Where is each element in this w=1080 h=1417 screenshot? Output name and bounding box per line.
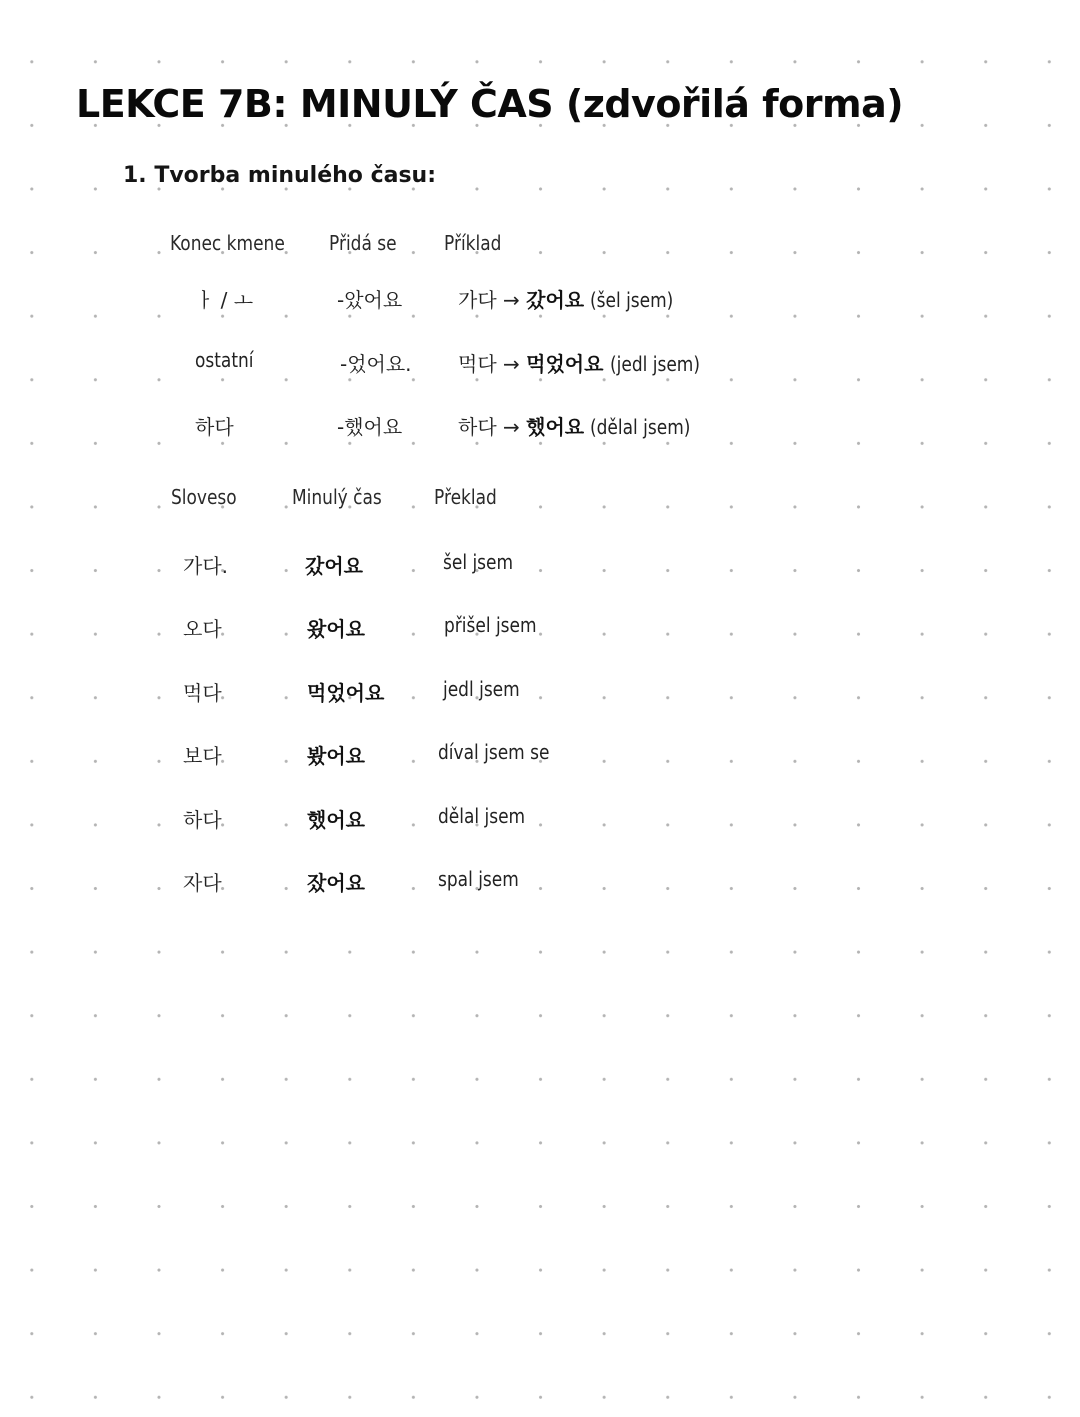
example-verb: 가다 [458,288,497,312]
suffix-cell: -았어요 [337,288,403,312]
past-tense-cell: 봤어요 [307,744,365,768]
translation-cell: dělal jsem [438,804,526,828]
past-tense-cell: 했어요 [307,808,365,832]
verb-cell: 보다 [183,744,222,768]
past-tense-cell: 먹었어요 [307,681,385,705]
column-header-stem-end: Konec kmene [170,231,285,255]
stem-end-cell: ㅏ / ㅗ [195,288,254,312]
past-tense-cell: 왔어요 [307,617,365,641]
verb-cell: 가다. [183,554,228,578]
example-cell [458,284,688,313]
translation-cell: spal jsem [438,867,519,891]
stem-end-cell: 하다 [195,415,234,439]
arrow-icon: → [503,352,520,376]
arrow-icon: → [503,415,520,439]
suffix-cell: -했어요 [337,415,403,439]
past-tense-cell: 갔어요 [305,554,363,578]
example-verb: 하다 [458,415,497,439]
example-translation: (jedl jsem) [609,352,700,376]
verb-cell: 먹다 [183,681,222,705]
verb-cell: 하다 [183,808,222,832]
example-cell [458,348,716,377]
section-heading: 1. Tvorba minulého času: [123,163,437,188]
column-header-past-tense: Minulý čas [292,485,382,509]
arrow-icon: → [503,288,520,312]
past-tense-cell: 잤어요 [307,871,365,895]
translation-cell: přišel jsem [444,613,537,637]
example-cell [458,411,709,440]
example-verb: 먹다 [458,352,497,376]
verb-cell: 오다 [183,617,222,641]
verb-cell: 자다 [183,871,222,895]
column-header-translation: Překlad [434,485,497,509]
stem-end-cell: ostatní [195,348,254,372]
translation-cell: díval jsem se [438,740,550,764]
example-result: 먹었어요 [526,352,604,376]
page-title: LEKCE 7B: MINULÝ ČAS (zdvořilá forma) [76,82,904,126]
example-result: 갔어요 [526,288,585,312]
column-header-example: Příklad [444,231,502,255]
column-header-suffix: Přidá se [329,231,397,255]
translation-cell: šel jsem [443,550,514,574]
column-header-verb: Sloveso [171,485,237,509]
example-translation: (dělal jsem) [590,415,691,439]
example-result: 했어요 [526,415,585,439]
example-translation: (šel jsem) [590,288,674,312]
translation-cell: jedl jsem [443,677,520,701]
suffix-cell: -었어요. [340,352,412,376]
